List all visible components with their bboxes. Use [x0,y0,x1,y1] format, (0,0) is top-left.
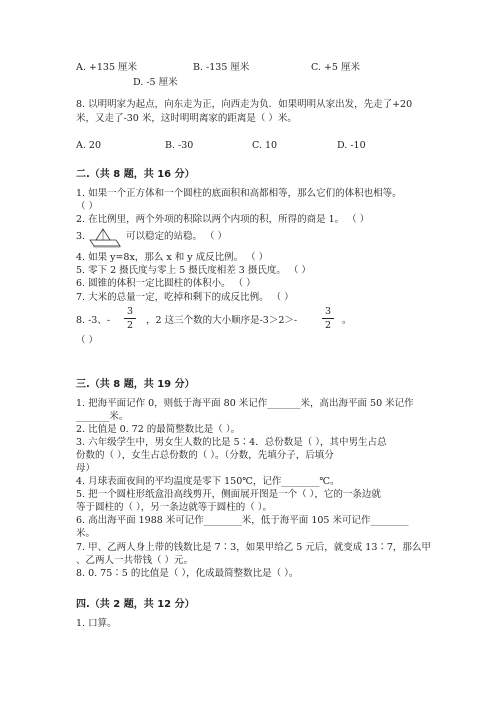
s2-q7: 7. 大米的总量一定，吃掉和剩下的成反比例。 （ ） [76,292,294,303]
s3-q1-line2: _______米。 [76,411,129,422]
s4-q1: 1. 口算。 [76,618,117,629]
fraction-1-numerator: 3 [124,306,136,319]
q8-option-c: C. 10 [252,140,278,151]
s2-q8-part1: 8. -3、- [76,315,111,326]
fraction-2-numerator: 3 [322,306,334,319]
s2-q2: 2. 在比例里，两个外项的积除以两个内项的积，所得的商是 1。 （ ） [76,214,370,225]
s3-q3-line1: 3. 六年级学生中，男女生人数的比是 5∶4．总份数是（ ），其中男生占总 [76,437,387,448]
q8-option-d: D. -10 [337,140,366,151]
s3-q7-line2: 、乙两人一共带钱（ ）元。 [76,555,194,566]
s3-q3-line3: 母） [76,463,96,474]
section2-header: 二.（共 8 题，共 16 分） [76,169,195,180]
s2-q8-fraction-2 [322,306,334,331]
s3-q3-line2: 份数的（ ），女生占总份数的（ ）。（分数，先填分子，后填分 [76,450,334,461]
s3-q6-line1: 6. 高出海平面 1988 米可记作________米，低于海平面 105 米可记作________ [76,515,409,526]
q8-option-a: A. 20 [76,140,101,151]
fraction-2-denominator: 2 [324,320,332,331]
s3-q4: 4. 月球表面夜间的平均温度是零下 150℃，记作________℃。 [76,476,340,487]
q7-option-d: D. -5 厘米 [133,77,178,88]
s3-q8: 8. 0. 75∶5 的比值是（ ），化成最简整数比是（ ）。 [76,568,299,579]
s3-q7-line1: 7. 甲、乙两人身上带的钱数比是 7∶3，如果甲给乙 5 元后，就变成 13∶7，那么甲 [76,542,431,553]
s2-q8-part2: ，2 这三个数的大小顺序是-3＞2＞- [146,315,298,326]
s2-q3-number: 3. [76,231,86,242]
q7-option-a: A. +135 厘米 [76,62,138,73]
s3-q5-line1: 5. 把一个圆柱形纸盒沿高线剪开，侧面展开图是一个（ ），它的一条边就 [76,489,381,500]
s2-q8-fraction-1 [124,306,136,331]
s2-q6: 6. 圆锥的体积一定比圆柱的体积小。 （ ） [76,278,256,289]
fraction-1-denominator: 2 [126,320,134,331]
s2-q8-part3: 。 [342,315,352,326]
section3-header: 三.（共 8 题，共 19 分） [76,379,195,390]
s3-q6-line2: 米。 [76,528,96,539]
s3-q5-line2: 等于圆柱的（ ），另一条边就等于圆柱的（ ）。 [76,502,273,513]
q7-option-c: C. +5 厘米 [311,62,360,73]
q8-option-b: B. -30 [165,140,194,151]
q7-option-b: B. -135 厘米 [193,62,250,73]
s3-q1-line1: 1. 把海平面记作 0，则低于海平面 80 米记作_______米，高出海平面 50 米记作 [76,398,414,409]
s2-q4: 4. 如果 y=8x，那么 x 和 y 成反比例。 （ ） [76,252,269,263]
triangular-block-icon [86,226,122,248]
s3-q2: 2. 比值是 0. 72 的最简整数比是（ ）。 [76,424,241,435]
s2-q8-answer: （ ） [76,335,99,346]
section4-header: 四.（共 2 题，共 12 分） [76,599,195,610]
q8-text-line1: 8. 以明明家为起点，向东走为正，向西走为负．如果明明从家出发，先走了+20 [76,99,413,110]
s2-q5: 5. 零下 2 摄氏度与零上 5 摄氏度相差 3 摄氏度。 （ ） [76,265,311,276]
s2-q1-line2: （ ） [76,201,99,212]
s2-q3-text: 可以稳定的站稳。 （ ） [126,231,228,242]
q8-text-line2: 米，又走了-30 米，这时明明离家的距离是（ ）米。 [76,113,297,124]
s2-q1-line1: 1. 如果一个正方体和一个圆柱的底面积和高都相等，那么它们的体积也相等。 [76,188,402,199]
